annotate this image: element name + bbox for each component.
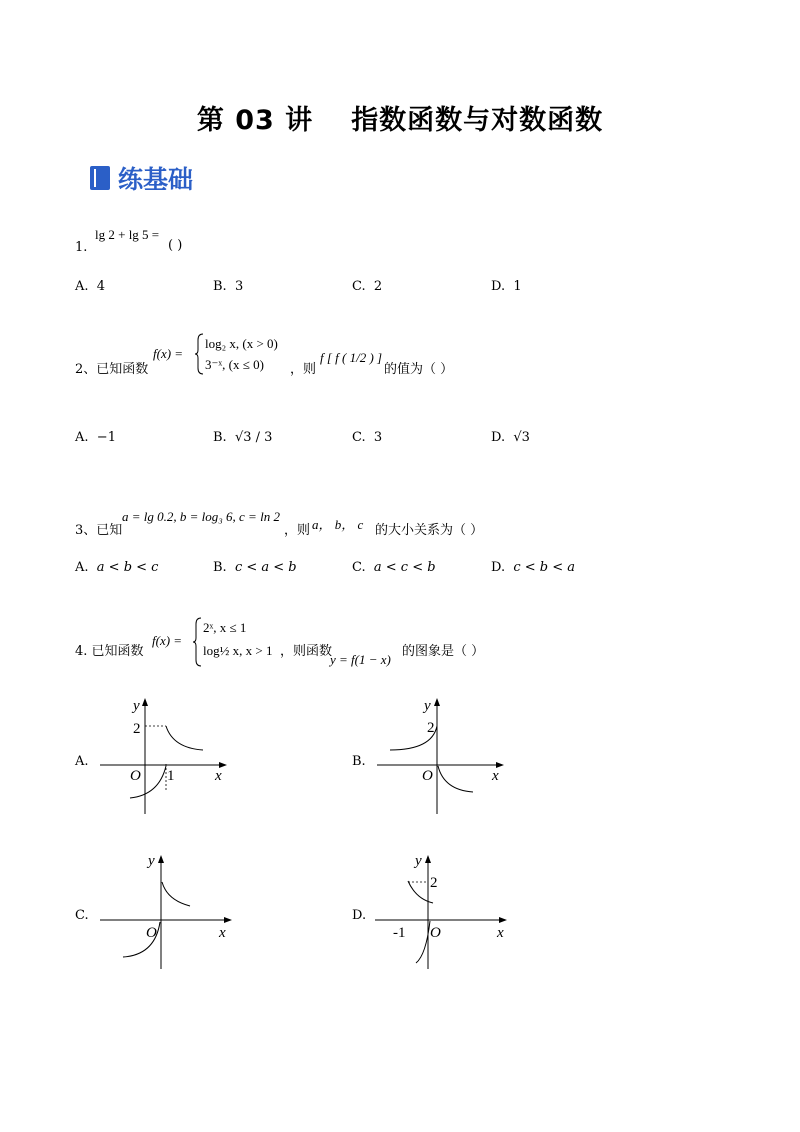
q3-mid: ，则: [284, 523, 311, 538]
q3-vars: a， b， c: [312, 517, 364, 532]
q1-option-d[interactable]: D. 1: [491, 279, 522, 294]
q2-tail: 的值为（ ）: [384, 362, 454, 377]
q3-option-b[interactable]: B. c < a < b: [213, 560, 297, 575]
q3-lead: 3、已知: [75, 523, 123, 538]
graph-c-origin: O: [146, 925, 157, 941]
q1-expression: lg 2 + lg 5 =: [95, 227, 160, 242]
q1-paren: ( ): [168, 238, 183, 253]
q4-case-1: 2ˣ, x ≤ 1: [203, 620, 247, 635]
q2-option-c[interactable]: C. 3: [352, 430, 383, 445]
q4-case-2: log½ x, x > 1: [203, 643, 273, 658]
graph-a-origin: O: [130, 768, 141, 784]
q4-option-c[interactable]: C.: [75, 908, 89, 923]
q2-case-2: 3⁻ˣ, (x ≤ 0): [205, 357, 264, 372]
graph-b-y-label: y: [424, 698, 431, 714]
q4-option-a[interactable]: A.: [75, 754, 89, 769]
book-icon: [90, 166, 110, 190]
graph-a-label-2: 2: [133, 721, 141, 737]
q3-option-c[interactable]: C. a < c < b: [352, 560, 436, 575]
q4-option-b[interactable]: B.: [352, 754, 366, 769]
graph-d-x-label: x: [497, 925, 504, 941]
q1-option-b[interactable]: B. 3: [213, 279, 244, 294]
graph-d[interactable]: [370, 845, 515, 975]
graph-a-label-1: 1: [167, 768, 175, 784]
q1-option-c[interactable]: C. 2: [352, 279, 383, 294]
q2-brace: [195, 332, 205, 376]
q1-option-a[interactable]: A. 4: [75, 279, 106, 294]
graph-d-label-neg1: -1: [393, 925, 406, 941]
q4-option-d[interactable]: D.: [352, 908, 367, 923]
graph-d-y-label: y: [415, 853, 422, 869]
graph-b-x-label: x: [492, 768, 499, 784]
q2-fx: f(x) =: [153, 346, 184, 361]
q2-option-b[interactable]: B. √3 / 3: [213, 430, 273, 445]
graph-a-x-label: x: [215, 768, 222, 784]
title-topic: 指数函数与对数函数: [351, 105, 604, 136]
q4-tail: 的图象是（ ）: [402, 644, 485, 659]
q3-expression: a = lg 0.2, b = log₃ 6, c = ln 2: [122, 509, 280, 524]
q2-lead: 2、已知函数: [75, 362, 149, 377]
graph-b[interactable]: [372, 690, 512, 820]
q4-lead: 4. 已知函数: [75, 644, 144, 659]
q3-option-a[interactable]: A. a < b < c: [75, 560, 159, 575]
graph-d-origin: O: [430, 925, 441, 941]
q2-option-a[interactable]: A. −1: [75, 430, 116, 445]
q2-option-d[interactable]: D. √3: [491, 430, 530, 445]
graph-c[interactable]: [95, 845, 240, 975]
q4-mid: ，则函数: [280, 644, 333, 659]
graph-c-x-label: x: [219, 925, 226, 941]
page-title: [0, 98, 800, 137]
q4-target: y = f(1 − x): [330, 652, 391, 667]
q2-mid: ，则: [290, 362, 317, 377]
q1-number: 1.: [75, 240, 88, 255]
q4-fx: f(x) =: [152, 633, 183, 648]
q2-case-1: log₂ x, (x > 0): [205, 336, 278, 351]
graph-a-y-label: y: [133, 698, 140, 714]
graph-d-label-2: 2: [430, 875, 438, 891]
graph-c-y-label: y: [148, 853, 155, 869]
graph-b-label-2: 2: [427, 720, 435, 736]
q3-tail: 的大小关系为（ ）: [375, 523, 484, 538]
q4-brace: [193, 616, 203, 668]
q3-option-d[interactable]: D. c < b < a: [491, 560, 576, 575]
graph-a[interactable]: [95, 690, 235, 820]
section-label: 练基础: [118, 165, 194, 194]
section-heading: [90, 160, 193, 196]
graph-b-origin: O: [422, 768, 433, 784]
title-lesson: 第 03 讲: [196, 105, 314, 136]
q2-nested: f [ f ( 1/2 ) ]: [320, 350, 383, 365]
